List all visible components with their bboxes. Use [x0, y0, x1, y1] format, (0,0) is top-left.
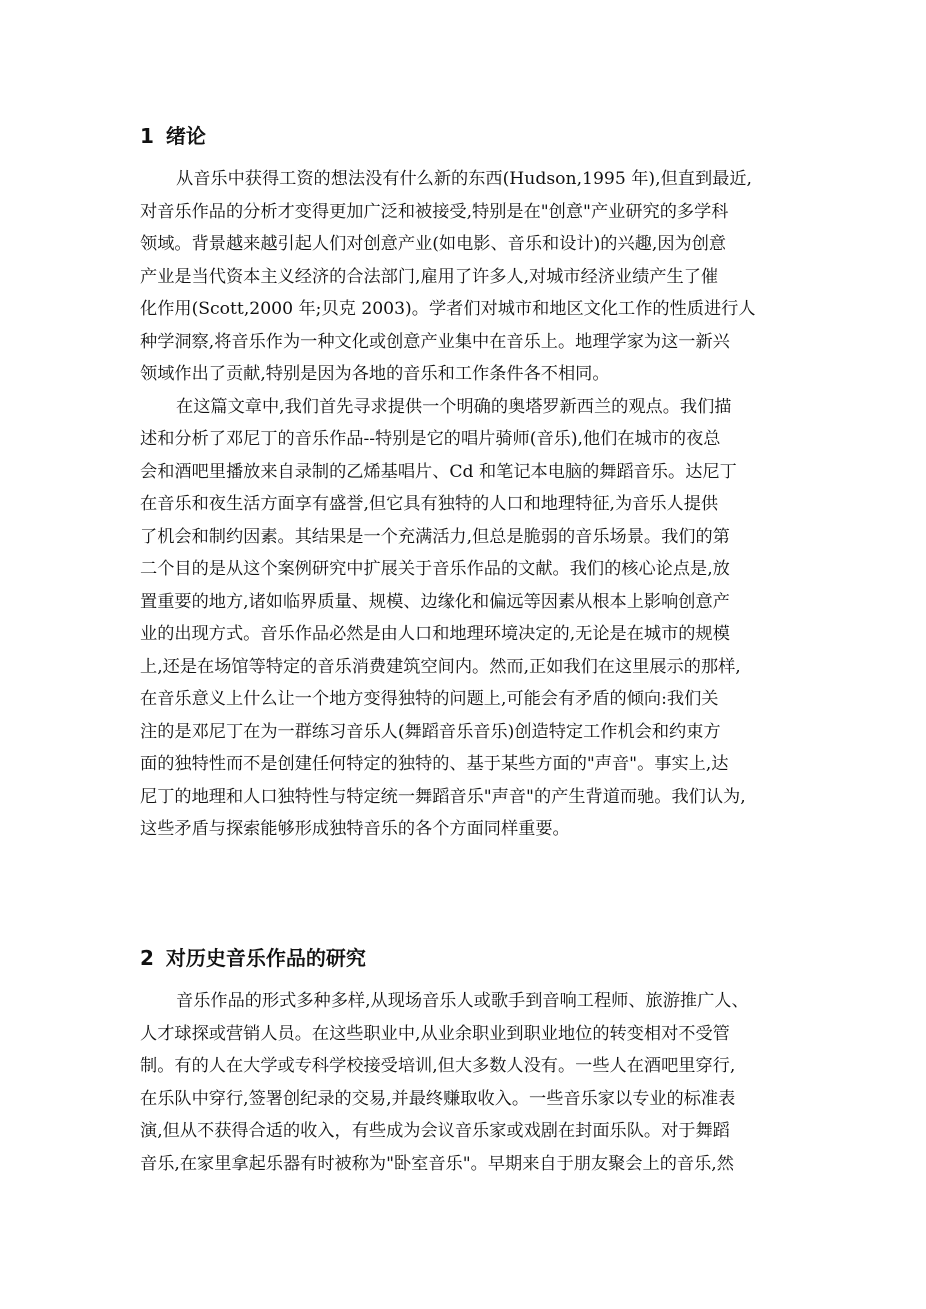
- section-number: 1: [140, 124, 154, 148]
- text-line: 上,还是在场馆等特定的音乐消费建筑空间内。然而,正如我们在这里展示的那样,: [140, 656, 741, 677]
- text-line: 业的出现方式。音乐作品必然是由人口和地理环境决定的,无论是在城市的规模: [140, 624, 730, 644]
- section-heading: [140, 123, 206, 149]
- text-line: 置重要的地方,诸如临界质量、规模、边缘化和偏远等因素从根本上影响创意产: [140, 591, 730, 612]
- paragraph: [140, 985, 790, 1180]
- text-line: 人才球探或营销人员。在这些职业中,从业余职业到职业地位的转变相对不受管: [140, 1023, 730, 1044]
- text-line: 从音乐中获得工资的想法没有什么新的东西(Hudson,1995 年),但直到最近,: [176, 169, 752, 189]
- text-line: 化作用(Scott,2000 年;贝克 2003)。学者们对城市和地区文化工作的性质进行人: [140, 299, 756, 319]
- text-line: 在音乐和夜生活方面享有盛誉,但它具有独特的人口和地理特征,为音乐人提供: [140, 494, 719, 514]
- section-title: 对历史音乐作品的研究: [165, 946, 366, 970]
- text-line: 演,但从不获得合适的收入，有些成为会议音乐家或戏剧在封面乐队。对于舞蹈: [140, 1121, 730, 1141]
- text-line: 产业是当代资本主义经济的合法部门,雇用了许多人,对城市经济业绩产生了催: [140, 266, 719, 287]
- text-line: 领域作出了贡献,特别是因为各地的音乐和工作条件各不相同。: [140, 364, 610, 384]
- text-line: 这些矛盾与探索能够形成独特音乐的各个方面同样重要。: [140, 819, 570, 839]
- text-line: 音乐作品的形式多种多样,从现场音乐人或歌手到音响工程师、旅游推广人、: [176, 991, 749, 1011]
- text-line: 在乐队中穿行,签署创纪录的交易,并最终赚取收入。一些音乐家以专业的标准表: [140, 1088, 736, 1109]
- text-line: 了机会和制约因素。其结果是一个充满活力,但总是脆弱的音乐场景。我们的第: [140, 526, 730, 547]
- text-line: 会和酒吧里播放来自录制的乙烯基唱片、Cd 和笔记本电脑的舞蹈音乐。达尼丁: [140, 461, 737, 482]
- section-number: 2: [140, 946, 154, 970]
- text-line: 在这篇文章中,我们首先寻求提供一个明确的奥塔罗新西兰的观点。我们描: [176, 396, 732, 417]
- text-line: 制。有的人在大学或专科学校接受培训,但大多数人没有。一些人在酒吧里穿行,: [140, 1056, 736, 1076]
- text-line: 领域。背景越来越引起人们对创意产业(如电影、音乐和设计)的兴趣,因为创意: [140, 234, 727, 254]
- text-line: 尼丁的地理和人口独特性与特定统一舞蹈音乐"声音"的产生背道而驰。我们认为,: [140, 786, 746, 807]
- text-line: 在音乐意义上什么让一个地方变得独特的问题上,可能会有矛盾的倾向:我们关: [140, 689, 719, 709]
- text-line: 注的是邓尼丁在为一群练习音乐人(舞蹈音乐音乐)创造特定工作机会和约束方: [140, 721, 721, 742]
- paragraph: [140, 391, 790, 846]
- text-line: 面的独特性而不是创建任何特定的独特的、基于某些方面的"声音"。事实上,达: [140, 754, 729, 774]
- section-title: 绪论: [165, 124, 206, 148]
- text-line: 音乐,在家里拿起乐器有时被称为"卧室音乐"。早期来自于朋友聚会上的音乐,然: [140, 1153, 734, 1174]
- section-heading: [140, 945, 366, 971]
- text-line: 二个目的是从这个案例研究中扩展关于音乐作品的文献。我们的核心论点是,放: [140, 559, 730, 579]
- text-line: 种学洞察,将音乐作为一种文化或创意产业集中在音乐上。地理学家为这一新兴: [140, 331, 730, 352]
- text-line: 述和分析了邓尼丁的音乐作品--特别是它的唱片骑师(音乐),他们在城市的夜总: [140, 429, 721, 449]
- paragraph: [140, 163, 790, 391]
- text-line: 对音乐作品的分析才变得更加广泛和被接受,特别是在"创意"产业研究的多学科: [140, 201, 729, 222]
